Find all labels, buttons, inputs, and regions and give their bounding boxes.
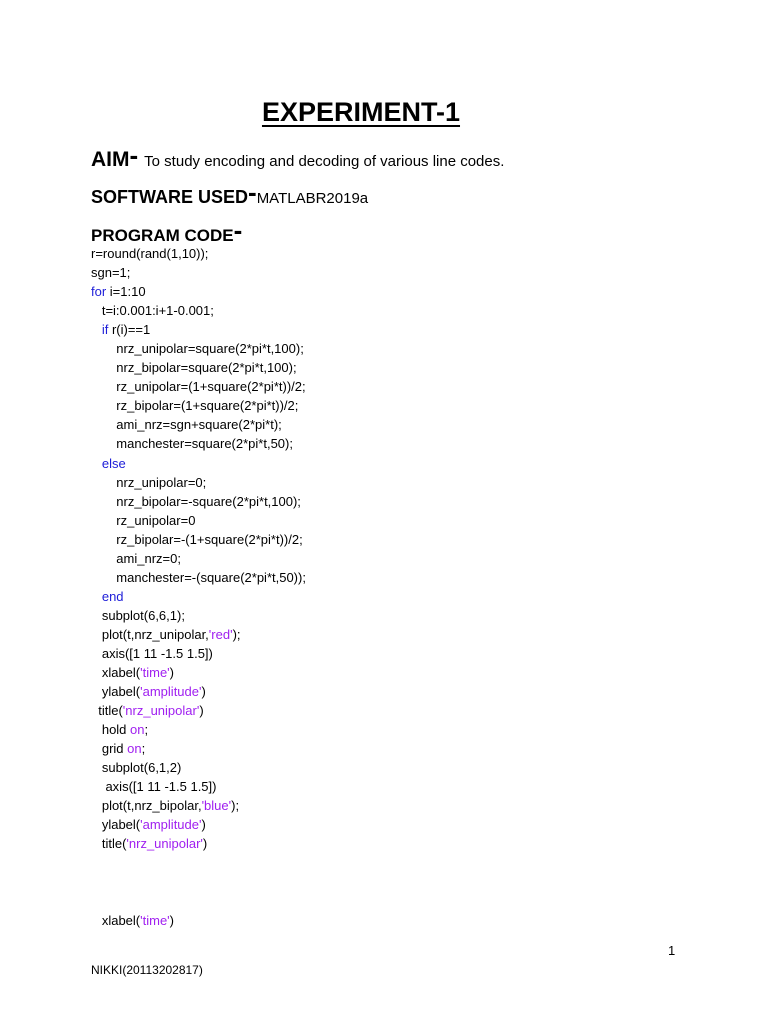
code-string: 'nrz_unipolar' [122,703,200,719]
code-listing [91,244,306,930]
code-text: ylabel( [91,684,141,700]
code-text: rz_unipolar=(1+square(2*pi*t))/2; [91,379,306,395]
software-text: MATLABR2019a [256,190,369,207]
code-text: ; [144,722,149,738]
code-text: ; [141,741,146,757]
aim-text: To study encoding and decoding of various line codes. [144,153,505,170]
software-section [91,177,369,211]
code-line [91,587,306,606]
code-text: nrz_unipolar=0; [91,474,207,490]
code-line [91,606,306,625]
code-line [91,511,306,530]
code-keyword: for [91,284,107,300]
code-line [91,892,306,911]
code-text: xlabel( [91,665,141,681]
code-line [91,339,306,358]
code-line [91,263,306,282]
code-string: 'amplitude' [140,817,202,833]
code-line [91,415,306,434]
code-line [91,701,306,720]
code-text: plot(t,nrz_bipolar, [91,798,202,814]
code-text: ); [232,626,241,642]
code-text: ) [169,665,175,681]
code-string: on [130,722,145,738]
code-text [91,589,102,604]
code-text: title( [91,836,127,852]
program-code-dash: - [233,215,243,245]
page-title: EXPERIMENT-1 [261,97,461,127]
code-text: rz_bipolar=-(1+square(2*pi*t))/2; [91,531,303,547]
code-keyword: end [101,588,124,604]
code-line [91,682,306,701]
code-text: i=1:10 [106,284,146,300]
code-text: plot(t,nrz_unipolar, [91,626,209,642]
code-keyword: if [101,322,109,338]
code-text: nrz_unipolar=square(2*pi*t,100); [91,341,304,357]
code-line [91,663,306,682]
code-line [91,454,306,473]
code-line [91,282,306,301]
aim-section [91,140,505,174]
code-text: ami_nrz=0; [91,550,181,566]
code-text: hold [91,722,131,738]
code-text: subplot(6,1,2) [91,760,182,776]
program-code-label: PROGRAM CODE [91,226,234,245]
code-line [91,815,306,834]
code-text: ) [201,817,206,833]
code-line [91,549,306,568]
code-text: rz_unipolar=0 [91,512,196,528]
code-text: axis([1 11 -1.5 1.5]) [91,645,213,661]
code-text: ) [201,684,206,700]
code-text: rz_bipolar=(1+square(2*pi*t))/2; [91,398,299,414]
code-text: ); [231,798,240,814]
code-text: sgn=1; [91,265,131,281]
code-text: grid [91,741,128,757]
code-text [91,456,102,471]
code-text: r=round(rand(1,10)); [91,246,209,261]
aim-dash: - [129,140,139,170]
code-line [91,301,306,320]
code-line [91,911,306,930]
code-text: ylabel( [91,817,141,833]
code-text: nrz_bipolar=-square(2*pi*t,100); [91,493,301,509]
code-string: 'red' [208,626,233,642]
code-line [91,854,306,873]
code-string: 'time' [140,665,170,681]
code-text: axis([1 11 -1.5 1.5]) [91,779,217,795]
code-text: r(i)==1 [108,322,151,338]
code-text: ) [199,703,204,719]
software-dash: - [248,177,257,207]
code-line [91,739,306,758]
code-line [91,625,306,644]
code-line [91,320,306,339]
code-line [91,530,306,549]
aim-label: AIM [91,148,130,171]
code-line [91,644,306,663]
page-number: 1 [668,943,676,958]
code-keyword: else [101,455,126,471]
code-line [91,244,306,263]
code-line [91,568,306,587]
code-line [91,834,306,853]
code-line [91,873,306,892]
code-line [91,720,306,739]
code-text: t=i:0.001:i+1-0.001; [91,303,214,319]
code-line [91,758,306,777]
code-string: 'time' [140,912,170,928]
code-line [91,777,306,796]
code-line [91,377,306,396]
code-text: subplot(6,6,1); [91,607,185,623]
code-string: 'amplitude' [140,684,202,700]
code-string: 'blue' [201,798,232,814]
code-text [91,322,102,337]
code-text: manchester=square(2*pi*t,50); [91,436,293,452]
code-text: xlabel( [91,912,141,928]
code-line [91,492,306,511]
code-text: ami_nrz=sgn+square(2*pi*t); [91,417,282,433]
footer-author: NIKKI(20113202817) [91,963,203,977]
code-text: manchester=-(square(2*pi*t,50)); [91,569,306,585]
code-line [91,396,306,415]
code-string: on [127,741,142,757]
code-line [91,796,306,815]
code-text: nrz_bipolar=square(2*pi*t,100); [91,360,297,376]
code-text: ) [202,836,208,852]
code-line [91,434,306,453]
software-label: SOFTWARE USED [91,187,249,207]
code-line [91,358,306,377]
code-line [91,473,306,492]
code-string: 'nrz_unipolar' [126,836,203,852]
code-text: ) [169,912,175,928]
code-text: title( [91,703,123,719]
